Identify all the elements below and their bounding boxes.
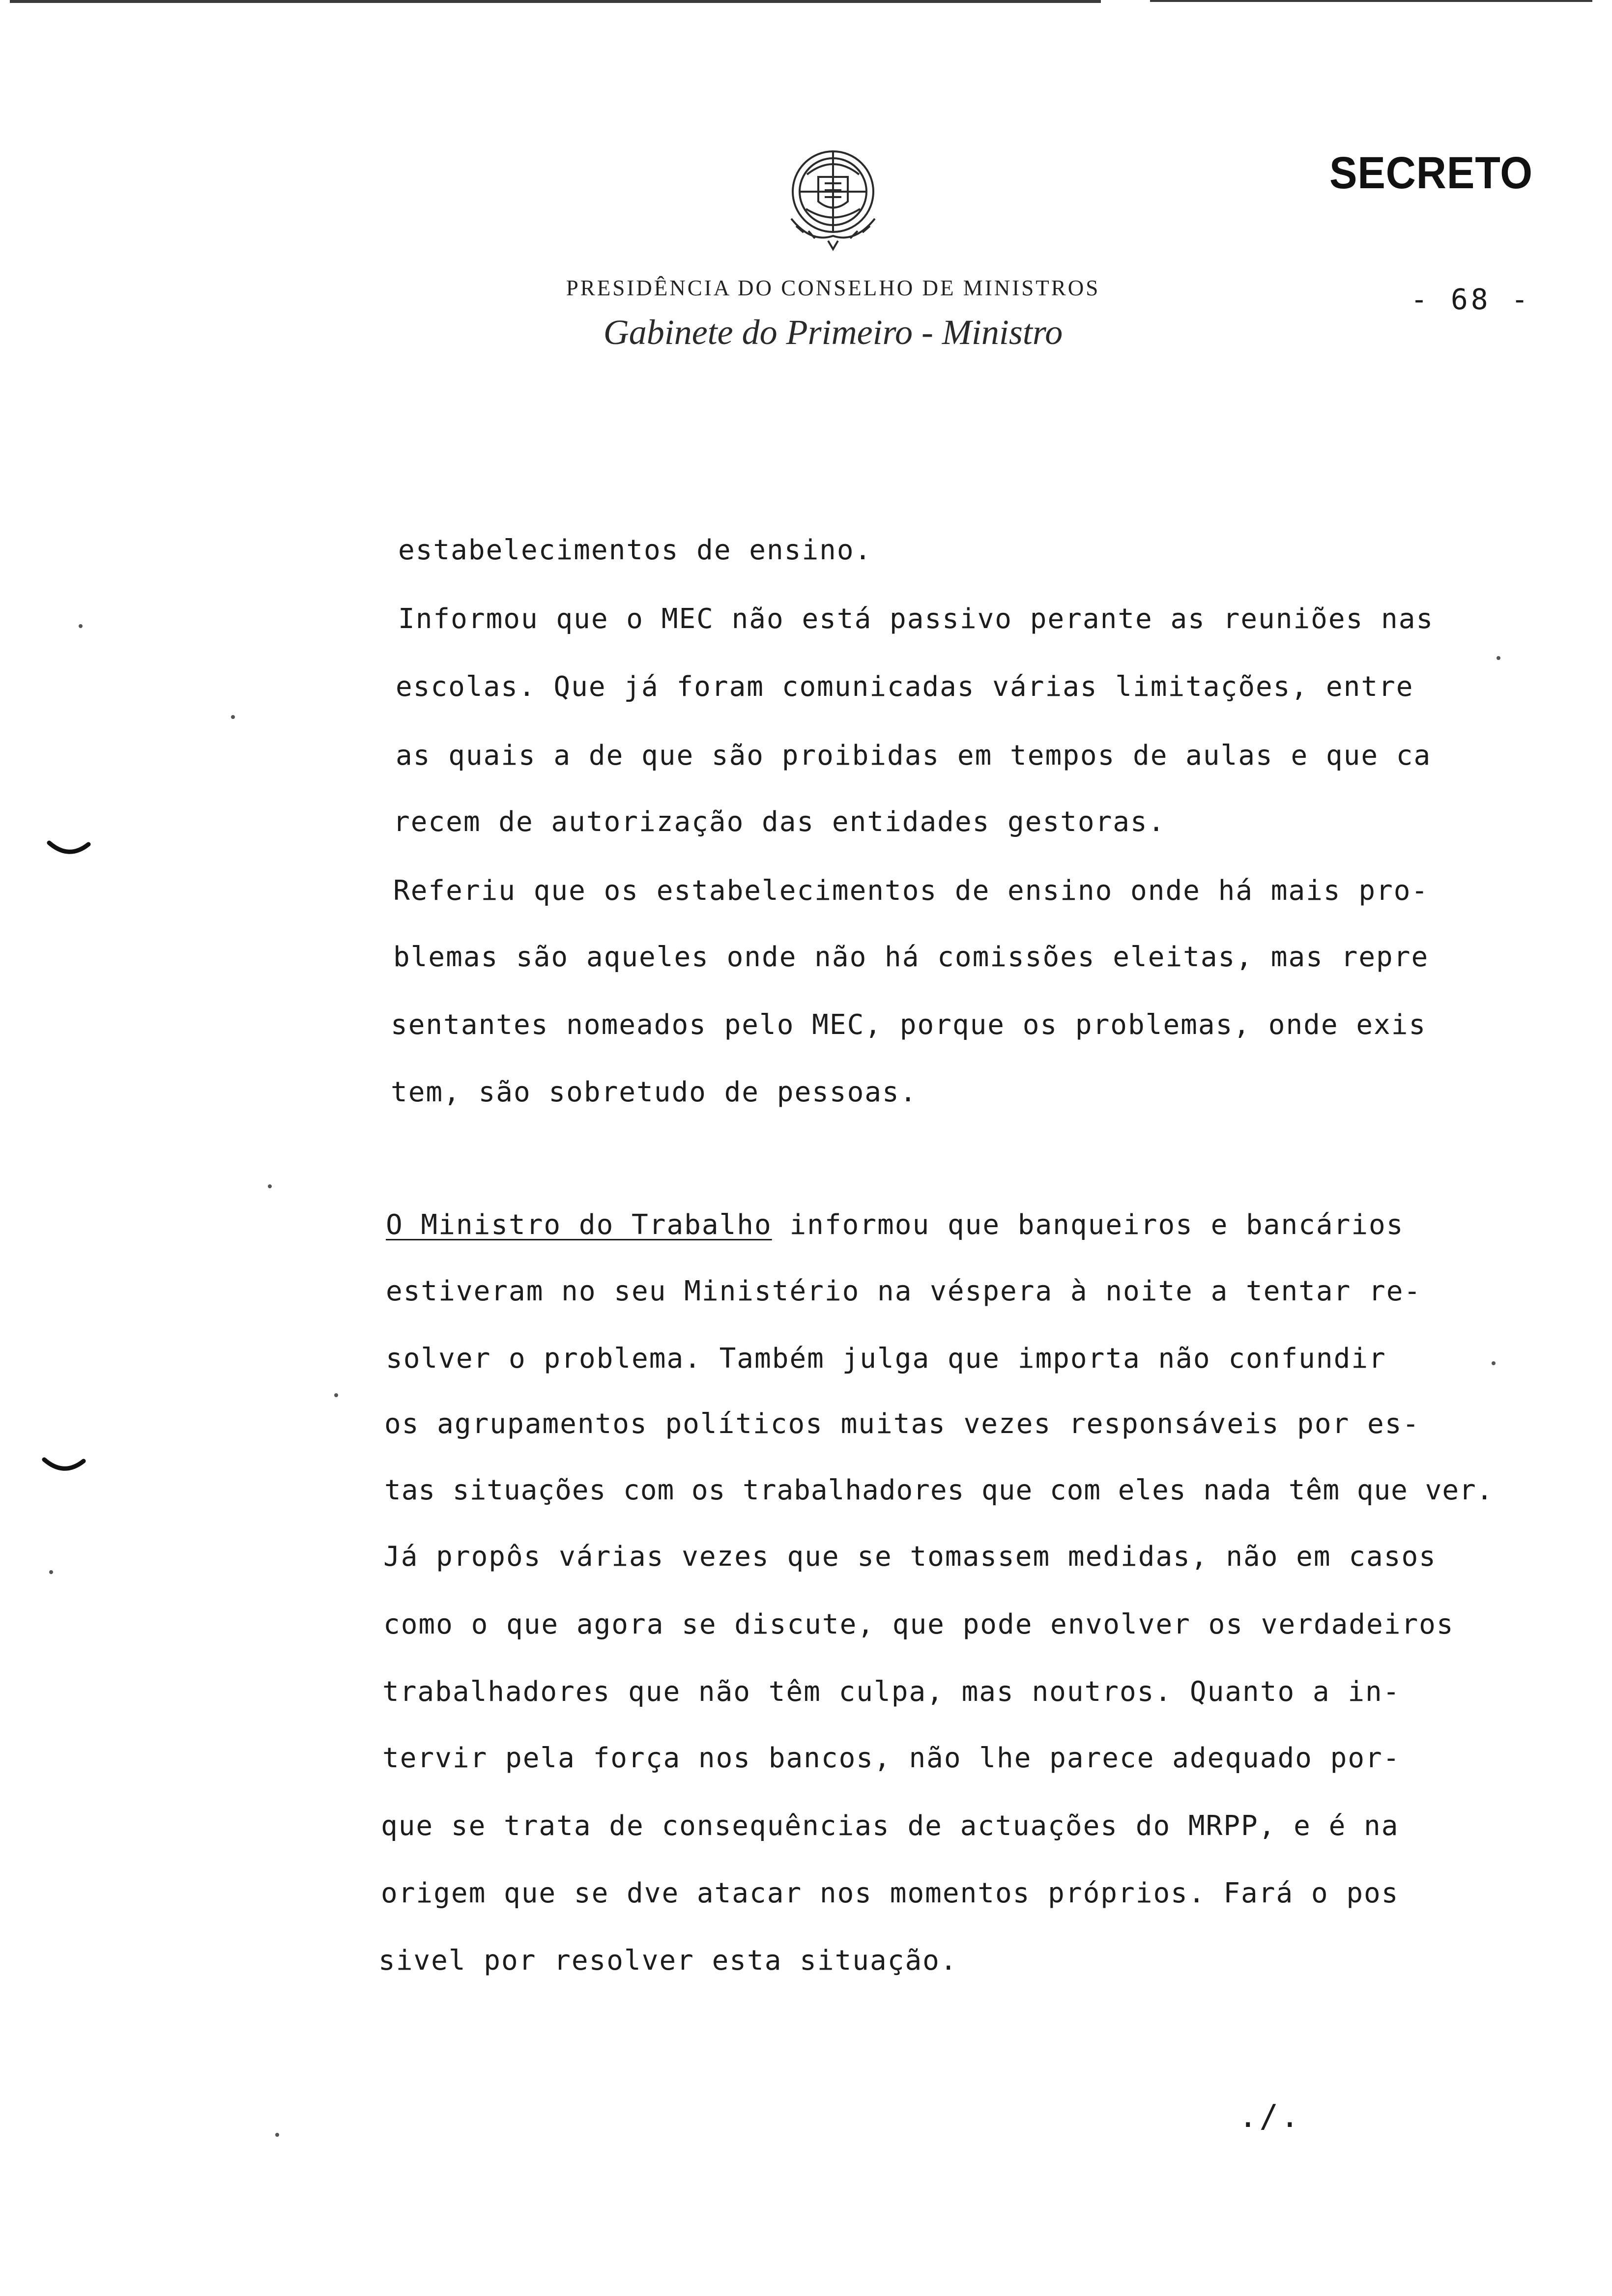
text-line: tem, são sobretudo de pessoas.: [391, 1076, 918, 1108]
text-line: sentantes nomeados pelo MEC, porque os problemas, onde exis: [391, 1009, 1427, 1041]
text-line: escolas. Que já foram comunicadas várias limitações, entre: [396, 671, 1414, 703]
scan-speck: [79, 624, 83, 628]
text-line: blemas são aqueles onde não há comissões eleitas, mas repre: [393, 941, 1429, 973]
text-line: estabelecimentos de ensino.: [398, 534, 872, 566]
scan-speck: [275, 2133, 279, 2137]
office-title: PRESIDÊNCIA DO CONSELHO DE MINISTROS: [566, 276, 1100, 300]
text-line: origem que se dve atacar nos momentos próprios. Fará o pos: [381, 1877, 1399, 1909]
classification-stamp: SECRETO: [1329, 148, 1533, 198]
scan-speck: [49, 1570, 53, 1574]
text-line: solver o problema. Também julga que importa não confundir: [386, 1343, 1386, 1375]
text-line: que se trata de consequências de actuações do MRPP, e é na: [381, 1810, 1399, 1842]
text-line: Referiu que os estabelecimentos de ensino onde há mais pro-: [393, 875, 1429, 907]
text-line: sivel por resolver esta situação.: [378, 1945, 958, 1977]
cabinet-subtitle: Gabinete do Primeiro - Ministro: [603, 313, 1063, 352]
text-line: recem de autorização das entidades gestoras.: [393, 806, 1166, 838]
text-line: os agrupamentos políticos muitas vezes responsáveis por es-: [384, 1408, 1420, 1440]
text-line-speaker: [386, 1211, 1404, 1239]
text-line-rest: informou que banqueiros e bancários: [772, 1209, 1404, 1241]
scan-speck: [334, 1393, 338, 1397]
coat-of-arms-icon: [777, 145, 890, 258]
text-line: como o que agora se discute, que pode envolver os verdadeiros: [383, 1608, 1454, 1640]
text-line: tas situações com os trabalhadores que com eles nada têm que ver.: [384, 1474, 1494, 1506]
page-number: - 68 -: [1410, 283, 1531, 316]
top-edge-rule-right: [1150, 0, 1592, 2]
text-line: tervir pela força nos bancos, não lhe parece adequado por-: [382, 1742, 1401, 1774]
text-line: Informou que o MEC não está passivo perante as reuniões nas: [398, 603, 1434, 635]
scan-speck: [1497, 656, 1500, 660]
speaker-name: O Ministro do Trabalho: [386, 1209, 772, 1241]
scan-speck: [1492, 1361, 1496, 1365]
continuation-mark: ./.: [1238, 2098, 1301, 2135]
top-edge-rule: [10, 0, 1101, 3]
punch-hole-mark-icon: [47, 840, 91, 860]
scan-speck: [268, 1184, 272, 1188]
text-line: estiveram no seu Ministério na véspera à noite a tentar re-: [386, 1275, 1422, 1307]
text-line: Já propôs várias vezes que se tomassem medidas, não em casos: [383, 1541, 1437, 1573]
punch-hole-mark-icon: [42, 1457, 86, 1477]
scan-speck: [231, 715, 235, 719]
text-line: trabalhadores que não têm culpa, mas noutros. Quanto a in-: [382, 1676, 1401, 1708]
text-line: as quais a de que são proibidas em tempos de aulas e que ca: [396, 740, 1432, 772]
